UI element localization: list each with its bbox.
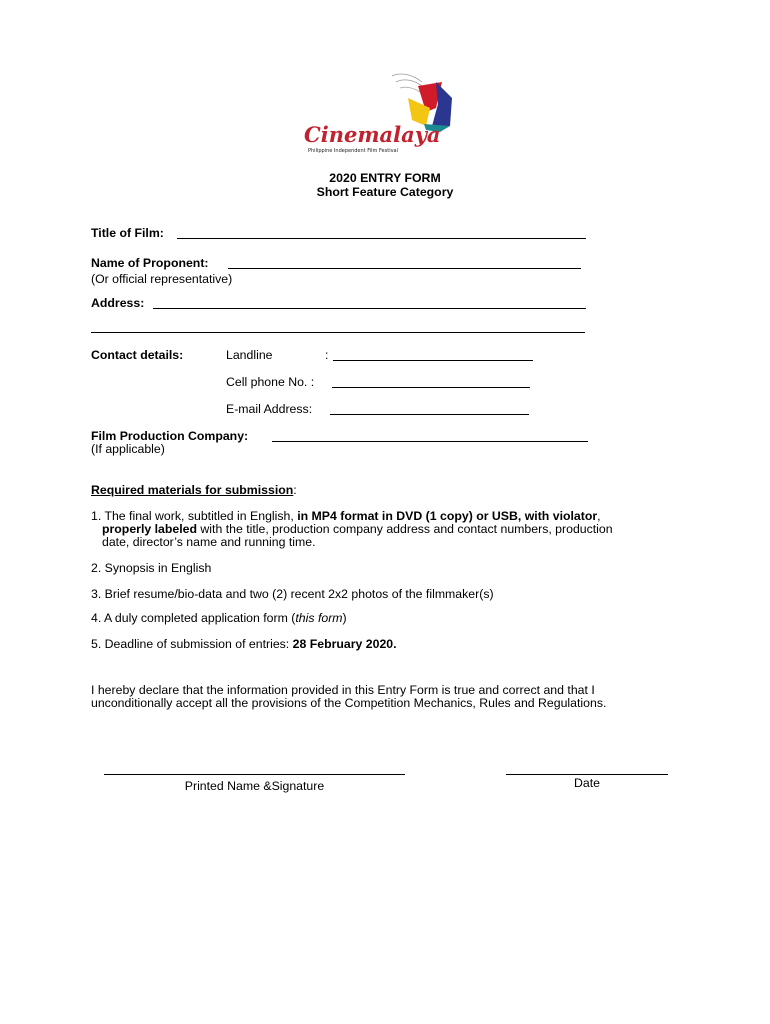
requirement-item-1-line2: properly labeled with the title, production company address and contact numbers, production [102,522,613,536]
requirement-item-3: 3. Brief resume/bio-data and two (2) recent 2x2 photos of the filmmaker(s) [91,587,494,601]
address-label: Address: [91,296,145,310]
landline-field[interactable] [333,360,533,361]
form-title: 2020 ENTRY FORM [329,171,441,185]
declaration-line-2: unconditionally accept all the provisions of the Competition Mechanics, Rules and Regulations. [91,696,607,710]
address-field-line2[interactable] [91,332,585,333]
production-company-label: Film Production Company: [91,429,249,443]
logo-graphic [300,68,470,158]
date-line[interactable] [506,774,668,775]
requirement-item-2: 2. Synopsis in English [91,561,212,575]
cell-phone-field[interactable] [332,387,530,388]
title-of-film-field[interactable] [177,238,586,239]
address-field-line1[interactable] [153,308,586,309]
landline-label: Landline [226,348,273,362]
name-of-proponent-label: Name of Proponent: [91,256,209,270]
cinemalaya-logo [300,68,470,158]
if-applicable-note: (If applicable) [91,442,165,456]
declaration-line-1: I hereby declare that the information provided in this Entry Form is true and correct and that I [91,683,595,697]
printed-name-signature-label: Printed Name &Signature [184,779,325,793]
logo-wordmark: Cinemalaya [304,122,441,147]
requirement-item-1: 1. The final work, subtitled in English, in MP4 format in DVD (1 copy) or USB, with violator, [91,509,601,523]
logo-tagline: Philippine Independent Film Festival [308,148,398,154]
requirement-item-5: 5. Deadline of submission of entries: 28 February 2020. [91,637,397,651]
requirement-item-1-line3: date, director’s name and running time. [102,535,316,549]
form-category: Short Feature Category [316,185,454,199]
signature-line[interactable] [104,774,405,775]
name-of-proponent-field[interactable] [228,268,581,269]
title-of-film-label: Title of Film: [91,226,164,240]
official-representative-note: (Or official representative) [91,272,233,286]
production-company-field[interactable] [272,441,588,442]
contact-details-label: Contact details: [91,348,184,362]
requirement-item-4: 4. A duly completed application form (this form) [91,611,347,625]
email-field[interactable] [330,414,529,415]
landline-colon: : [325,348,329,362]
cell-phone-label: Cell phone No. : [226,375,315,389]
email-label: E-mail Address: [226,402,313,416]
date-label: Date [574,776,600,790]
requirements-heading: Required materials for submission: [91,483,297,497]
